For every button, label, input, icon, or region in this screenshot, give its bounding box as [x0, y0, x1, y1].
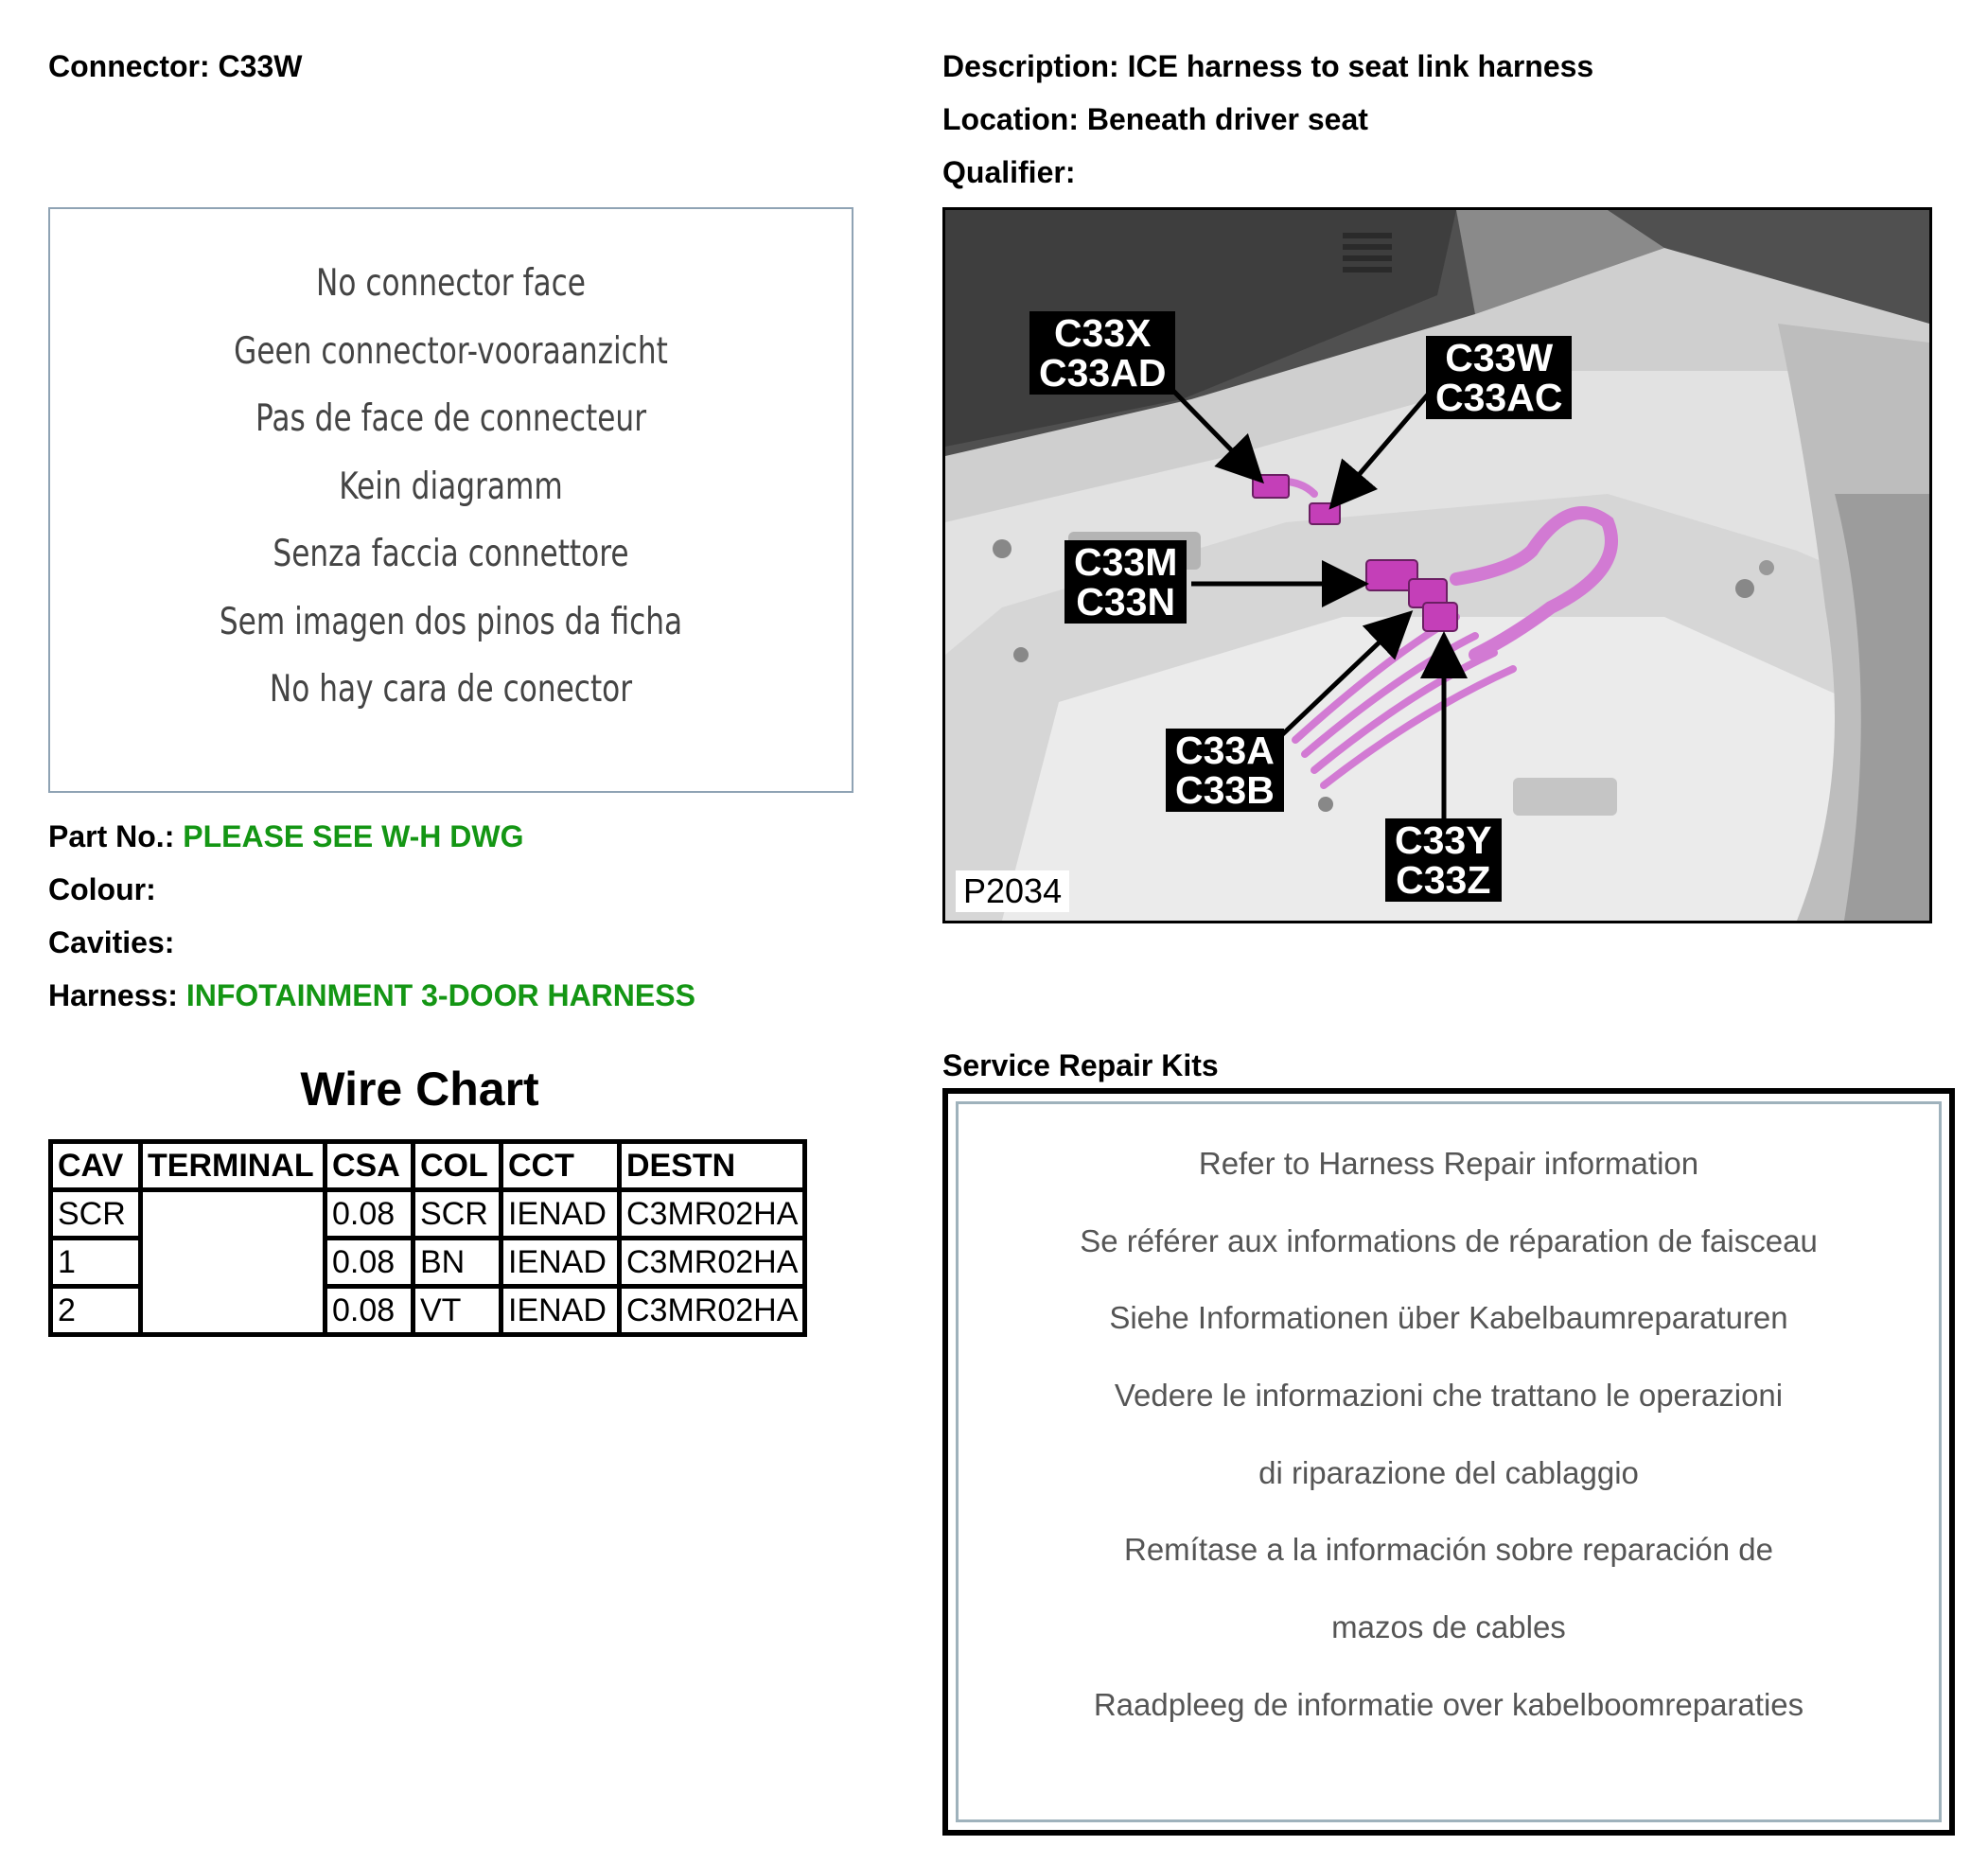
callout-line: C33Z [1396, 858, 1491, 902]
wire-chart-header-row [51, 1142, 805, 1190]
cell-cct: IENAD [501, 1287, 620, 1335]
header-cav: CAV [51, 1142, 141, 1190]
callout-line: C33B [1175, 768, 1275, 812]
no-face-line: Geen connector-vooraanzicht [234, 329, 668, 373]
callout-c33w-c33ac [1426, 336, 1572, 419]
harness-value: INFOTAINMENT 3-DOOR HARNESS [185, 978, 695, 1012]
cell-cav: 2 [51, 1287, 141, 1335]
no-face-line: Pas de face de connecteur [255, 397, 647, 440]
location-value: Beneath driver seat [1086, 102, 1368, 136]
no-face-line: No hay cara de conector [269, 668, 633, 711]
connector-location-diagram [942, 207, 1932, 923]
table-row [51, 1190, 805, 1239]
cavities-field [48, 925, 174, 960]
header-destn: DESTN [620, 1142, 805, 1190]
cavities-label: Cavities: [48, 925, 175, 959]
repair-line: mazos de cables [1331, 1609, 1566, 1645]
location-field [942, 102, 1368, 137]
callout-line: C33X [1053, 311, 1152, 355]
callout-line: C33Y [1395, 818, 1492, 862]
cell-col: VT [413, 1287, 501, 1335]
callout-c33m-c33n [1064, 540, 1187, 624]
part-no-field [48, 819, 524, 854]
callout-line: C33A [1175, 729, 1275, 772]
service-repair-kits-title: Service Repair Kits [942, 1048, 1219, 1082]
service-repair-panel [942, 1088, 1955, 1836]
no-connector-face-panel [48, 207, 853, 793]
header-csa: CSA [325, 1142, 413, 1190]
repair-line: Remítase a la información sobre reparación de [1123, 1532, 1774, 1568]
cell-destn: C3MR02HA [620, 1190, 805, 1239]
colour-field [48, 872, 156, 907]
part-no-label: Part No.: [48, 819, 175, 853]
repair-line: Raadpleeg de informatie over kabelboomreparaties [1093, 1686, 1804, 1722]
description-value: ICE harness to seat link harness [1127, 49, 1594, 83]
cell-cav: SCR [51, 1190, 141, 1239]
no-face-line: Sem imagen dos pinos da ficha [219, 600, 683, 643]
cell-cct: IENAD [501, 1239, 620, 1287]
repair-line: di riparazione del cablaggio [1258, 1454, 1639, 1490]
callout-line: C33N [1076, 580, 1176, 624]
description-label: Description: [942, 49, 1119, 83]
callout-c33y-c33z [1385, 818, 1502, 902]
no-face-line: Kein diagramm [339, 465, 563, 508]
connector-value: C33W [218, 49, 303, 83]
harness-field [48, 978, 695, 1013]
cell-terminal [141, 1190, 325, 1335]
service-repair-inner [956, 1101, 1942, 1822]
callout-line: C33AD [1039, 351, 1167, 395]
qualifier-field [942, 155, 1075, 190]
cell-destn: C3MR02HA [620, 1287, 805, 1335]
cell-csa: 0.08 [325, 1239, 413, 1287]
callout-c33a-c33b [1166, 729, 1284, 812]
cell-csa: 0.08 [325, 1287, 413, 1335]
cell-cct: IENAD [501, 1190, 620, 1239]
callout-line: C33M [1074, 540, 1178, 584]
repair-line: Refer to Harness Repair information [1198, 1146, 1699, 1181]
colour-label: Colour: [48, 872, 156, 906]
service-repair-list [959, 1140, 1939, 1759]
diagram-code: P2034 [956, 870, 1069, 912]
part-no-value: PLEASE SEE W-H DWG [183, 819, 524, 853]
callout-line: C33AC [1435, 376, 1563, 419]
wire-chart-table [48, 1139, 807, 1337]
cell-col: SCR [413, 1190, 501, 1239]
cell-csa: 0.08 [325, 1190, 413, 1239]
cell-destn: C3MR02HA [620, 1239, 805, 1287]
repair-line: Se référer aux informations de réparation de faisceau [1080, 1222, 1818, 1258]
header-col: COL [413, 1142, 501, 1190]
callout-c33x-c33ad [1029, 311, 1175, 395]
callout-line: C33W [1445, 336, 1554, 379]
cell-col: BN [413, 1239, 501, 1287]
connector-field [48, 49, 302, 84]
qualifier-label: Qualifier: [942, 155, 1076, 189]
cell-cav: 1 [51, 1239, 141, 1287]
harness-label: Harness: [48, 978, 178, 1012]
header-cct: CCT [501, 1142, 620, 1190]
wire-chart-title: Wire Chart [300, 1063, 539, 1116]
no-connector-face-list [50, 260, 852, 734]
no-face-line: No connector face [315, 262, 586, 305]
location-label: Location: [942, 102, 1079, 136]
header-terminal: TERMINAL [141, 1142, 325, 1190]
repair-line: Vedere le informazioni che trattano le operazioni [1114, 1378, 1784, 1414]
no-face-line: Senza faccia connettore [273, 533, 629, 575]
connector-label: Connector: [48, 49, 210, 83]
repair-line: Siehe Informationen über Kabelbaumreparaturen [1109, 1300, 1788, 1336]
description-field [942, 49, 1593, 84]
